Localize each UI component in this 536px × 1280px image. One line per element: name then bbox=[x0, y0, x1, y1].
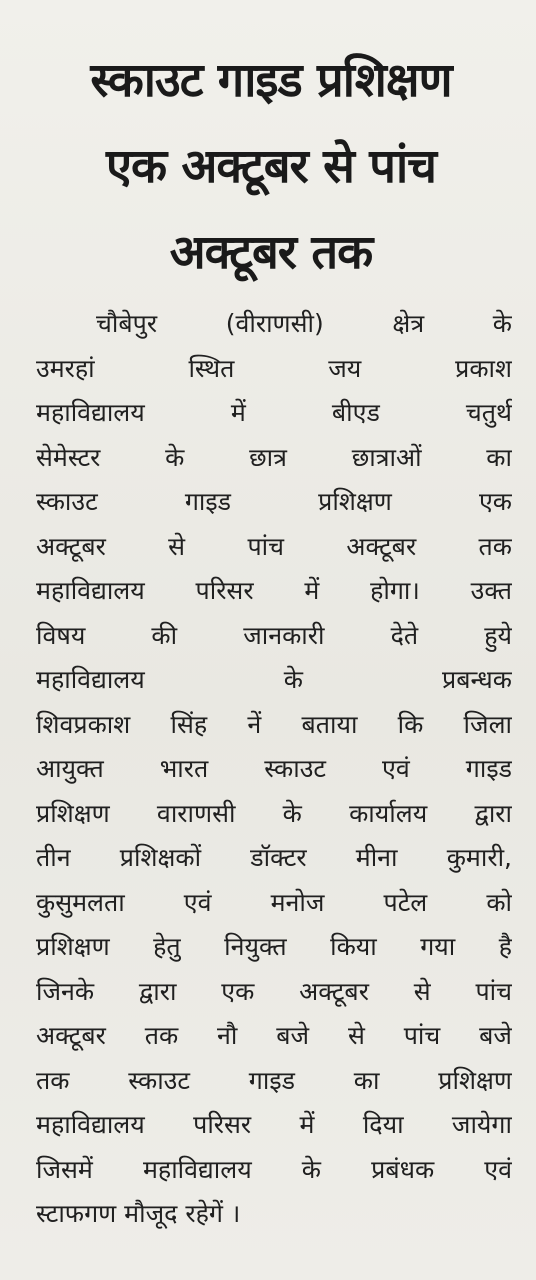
headline-line: अक्टूबर तक bbox=[169, 225, 373, 280]
article-body bbox=[30, 302, 512, 1237]
body-line: जिसमें महाविद्यालय के प्रबंधक एवं bbox=[36, 1154, 512, 1184]
body-line: सेमेस्टर के छात्र छात्राओं का bbox=[36, 442, 512, 472]
body-line: कुसुमलता एवं मनोज पटेल को bbox=[36, 887, 512, 917]
body-line: तीन प्रशिक्षकों डॉक्टर मीना कुमारी, bbox=[36, 843, 512, 872]
body-line: प्रशिक्षण वाराणसी के कार्यालय द्वारा bbox=[36, 798, 512, 828]
headline-line: एक अक्टूबर से पांच bbox=[106, 139, 436, 194]
body-line: शिवप्रकाश सिंह नें बताया कि जिला bbox=[36, 709, 512, 739]
body-line: महाविद्यालय में बीएड चतुर्थ bbox=[36, 398, 512, 427]
body-line: प्रशिक्षण हेतु नियुक्त किया गया है bbox=[36, 932, 512, 961]
body-line: महाविद्यालय परिसर में होगा। उक्त bbox=[36, 576, 512, 605]
body-line: अक्टूबर तक नौ बजे से पांच बजे bbox=[36, 1021, 512, 1050]
body-line: स्टाफगण मौजूद रहेगें । bbox=[36, 1199, 241, 1228]
body-line: महाविद्यालय परिसर में दिया जायेगा bbox=[36, 1110, 512, 1139]
body-line: जिनके द्वारा एक अक्टूबर से पांच bbox=[36, 976, 512, 1006]
body-line: स्काउट गाइड प्रशिक्षण एक bbox=[36, 487, 512, 516]
body-line: आयुक्त भारत स्काउट एवं गाइड bbox=[36, 754, 512, 783]
body-line: उमरहां स्थित जय प्रकाश bbox=[36, 353, 512, 383]
body-line: तक स्काउट गाइड का प्रशिक्षण bbox=[36, 1065, 512, 1095]
body-line: चौबेपुर (वीराणसी) क्षेत्र के bbox=[96, 309, 512, 338]
body-line: महाविद्यालय के प्रबन्धक bbox=[36, 665, 512, 694]
body-line: विषय की जानकारी देते हुये bbox=[36, 620, 512, 650]
body-line: अक्टूबर से पांच अक्टूबर तक bbox=[36, 531, 512, 561]
headline-line: स्काउट गाइड प्रशिक्षण bbox=[90, 53, 452, 108]
headline bbox=[30, 38, 512, 296]
